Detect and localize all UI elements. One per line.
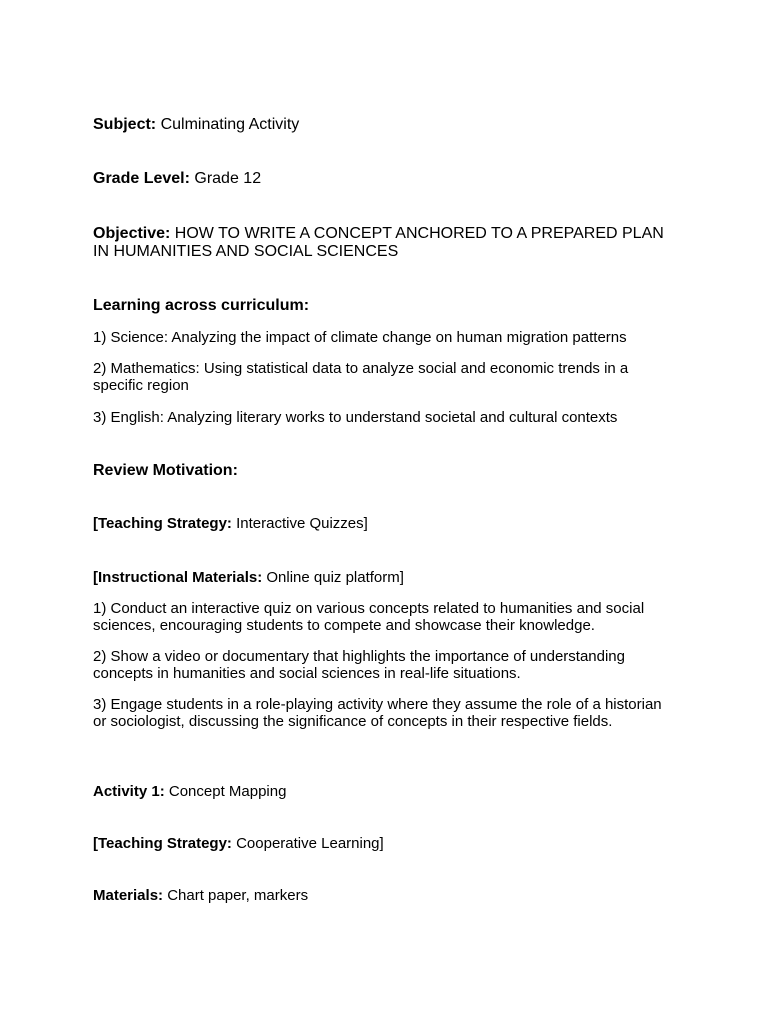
activity-1-value: Concept Mapping (164, 783, 287, 800)
subject-line (93, 116, 673, 134)
review-teaching-strategy-value: Interactive Quizzes] (231, 515, 368, 532)
review-item-1: 1) Conduct an interactive quiz on various concepts related to humanities and social sciences, encouraging students to compete and showcase their knowledge. (93, 600, 645, 634)
objective-label: Objective: (93, 225, 171, 242)
activity-teaching-strategy-line (93, 835, 673, 852)
curriculum-item-1: 1) Science: Analyzing the impact of climate change on human migration patterns (93, 329, 627, 346)
activity-teaching-strategy-value: Cooperative Learning] (231, 835, 384, 852)
review-motivation-heading: Review Motivation: (93, 462, 238, 479)
curriculum-item-2: 2) Mathematics: Using statistical data to analyze social and economic trends in a specific region (93, 360, 629, 394)
materials-line (93, 887, 673, 904)
activity-1-label: Activity 1: (93, 783, 165, 800)
subject-value: Culminating Activity (156, 116, 300, 133)
materials-value: Chart paper, markers (163, 887, 309, 904)
instructional-materials-value: Online quiz platform] (262, 569, 404, 586)
subject-label: Subject: (93, 116, 157, 133)
grade-level-value: Grade 12 (189, 170, 262, 187)
activity-teaching-strategy-open: [ (93, 835, 98, 852)
review-item-2: 2) Show a video or documentary that highlights the importance of understanding concepts in humanities and social sciences in real-life situations. (93, 648, 625, 682)
curriculum-item-3: 3) English: Analyzing literary works to understand societal and cultural contexts (93, 409, 618, 426)
grade-level-line (93, 170, 673, 188)
activity-1-line (93, 783, 673, 800)
grade-level-label: Grade Level: (93, 170, 190, 187)
instructional-materials-line (93, 569, 673, 586)
review-teaching-strategy-line (93, 515, 673, 532)
review-teaching-strategy-label: Teaching Strategy: (98, 515, 232, 532)
learning-across-curriculum-heading: Learning across curriculum: (93, 297, 310, 314)
instructional-materials-label: Instructional Materials: (98, 569, 263, 586)
review-item-3: 3) Engage students in a role-playing activity where they assume the role of a historian or sociologist, discussing the significance of concepts in their respective fields. (93, 696, 662, 730)
objective-value: HOW TO WRITE A CONCEPT ANCHORED TO A PREPARED PLAN IN HUMANITIES AND SOCIAL SCIENCES (93, 225, 664, 260)
activity-teaching-strategy-label: Teaching Strategy: (98, 835, 232, 852)
materials-label: Materials: (93, 887, 164, 904)
review-teaching-strategy-open: [ (93, 515, 98, 532)
instructional-materials-open: [ (93, 569, 98, 586)
objective-line (93, 225, 673, 261)
